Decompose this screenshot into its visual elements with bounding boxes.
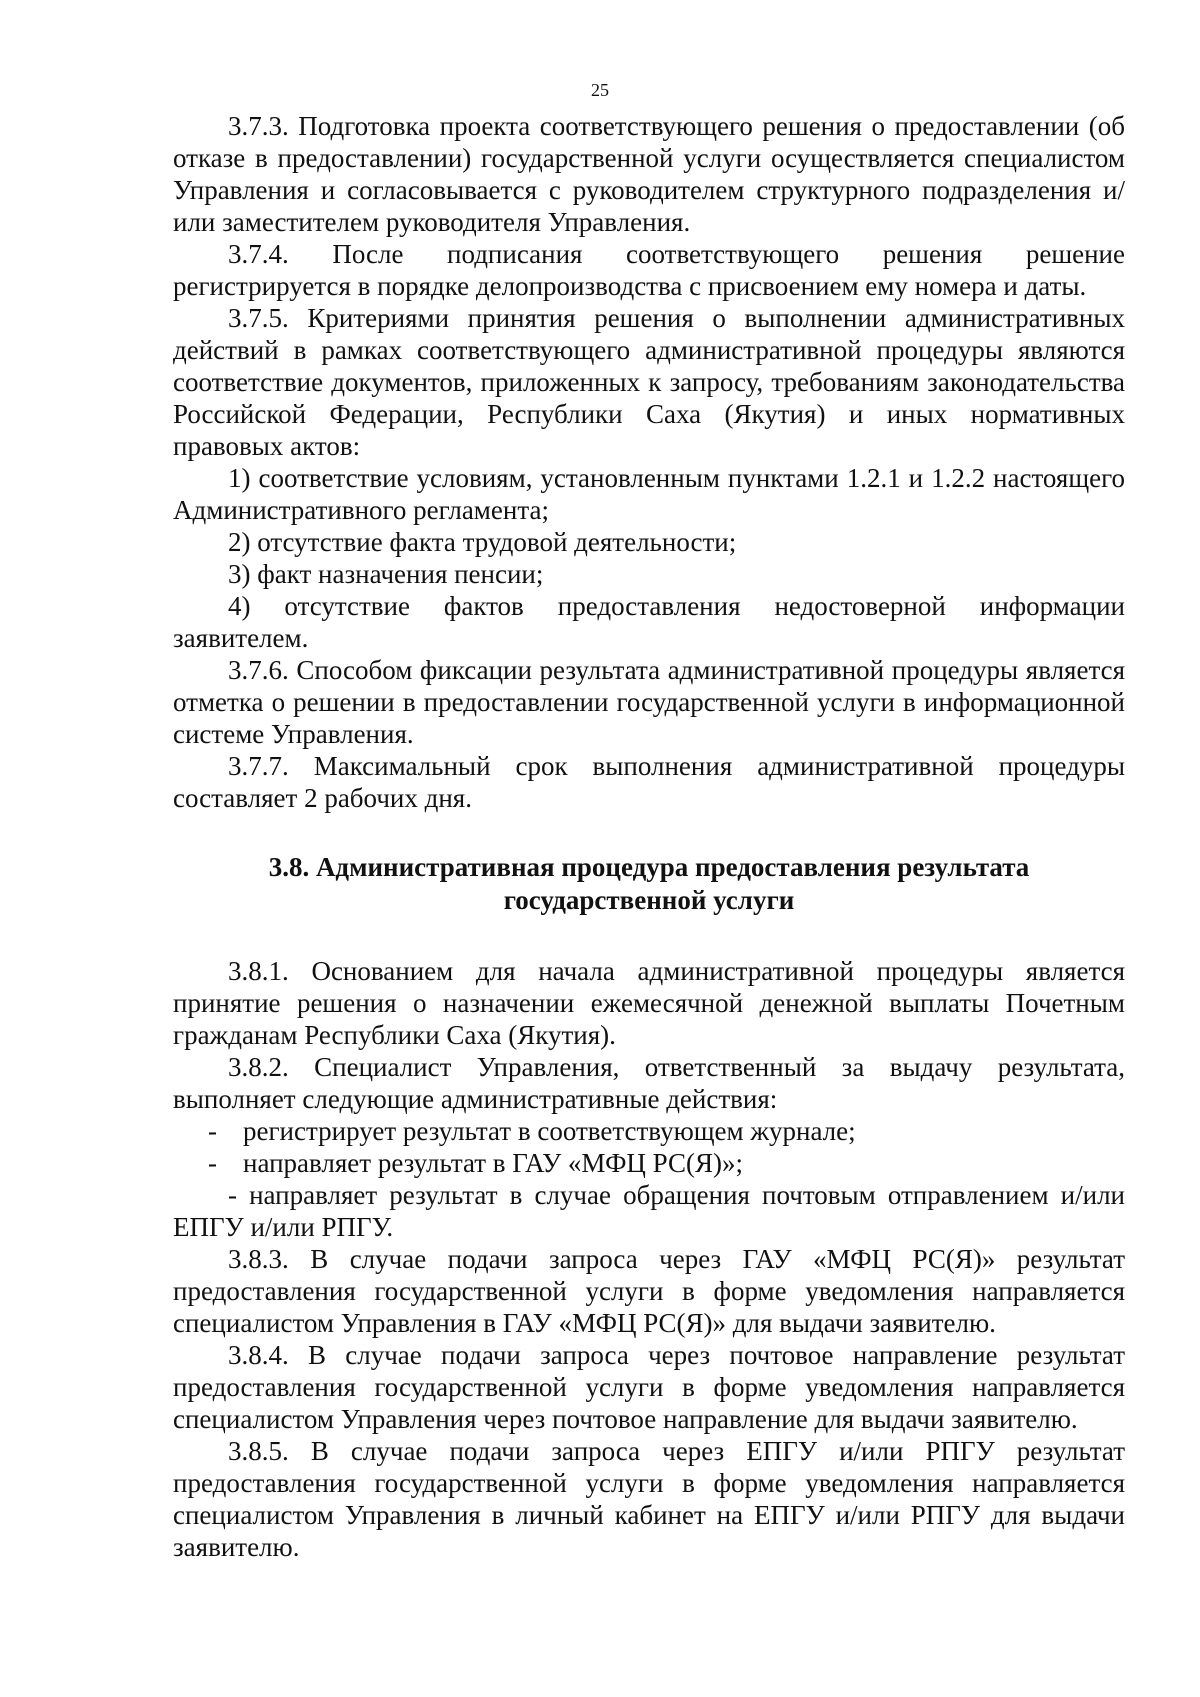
paragraph-3-7-3: 3.7.3. Подготовка проекта соответствующего решения о предоставлении (об отказе в предоставлении) государственной услуги осуществляется специалистом Управления и согласовывается с руководителем структурного подразделения и/или заместителем руководителя Управления. <box>173 111 1125 237</box>
action-list-item <box>173 1115 1125 1147</box>
criteria-item-2: 2) отсутствие факта трудовой деятельности; <box>228 527 737 557</box>
paragraph-3-8-5: 3.8.5. В случае подачи запроса через ЕПГУ и/или РПГУ результат предоставления государственной услуги в форме уведомления направляется специалистом Управления в личный кабинет на ЕПГУ и/или РПГУ для выдачи заявителю. <box>173 1436 1125 1562</box>
criteria-item-4: 4) отсутствие фактов предоставления недостоверной информации заявителем. <box>173 591 1125 653</box>
criteria-item-1: 1) соответствие условиям, установленным пунктами 1.2.1 и 1.2.2 настоящего Административного регламента; <box>173 463 1125 525</box>
section-heading-line-2: государственной услуги <box>503 885 795 915</box>
paragraph-3-8-2: 3.8.2. Специалист Управления, ответственный за выдачу результата, выполняет следующие административные действия: <box>173 1052 1125 1114</box>
paragraph-3-8-3: 3.8.3. В случае подачи запроса через ГАУ «МФЦ РС(Я)» результат предоставления государственной услуги в форме уведомления направляется специалистом Управления в ГАУ «МФЦ РС(Я)» для выдачи заявителю. <box>173 1244 1125 1338</box>
document-body <box>173 110 1125 1563</box>
paragraph-3-8-1: 3.8.1. Основанием для начала административной процедуры является принятие решения о назначении ежемесячной денежной выплаты Почетным гражданам Республики Саха (Якутия). <box>173 956 1125 1050</box>
paragraph-3-8-4: 3.8.4. В случае подачи запроса через почтовое направление результат предоставления государственной услуги в форме уведомления направляется специалистом Управления через почтовое направление для выдачи заявителю. <box>173 1340 1125 1434</box>
action-list-item-3: - направляет результат в случае обращения почтовым отправлением и/или ЕПГУ и/или РПГУ. <box>173 1180 1125 1242</box>
action-list-item <box>173 1147 1125 1179</box>
paragraph-3-7-6: 3.7.6. Способом фиксации результата административной процедуры является отметка о решении в предоставлении государственной услуги в информационной системе Управления. <box>173 655 1125 749</box>
action-text: регистрирует результат в соответствующем журнале; <box>243 1116 856 1146</box>
section-heading-line-1: 3.8. Административная процедура предоставления результата <box>268 852 1030 882</box>
paragraph-3-7-5: 3.7.5. Критериями принятия решения о выполнении административных действий в рамках соответствующего административной процедуры являются соответствие документов, приложенных к запросу, требованиям законодательства Российской Федерации, Республики Саха (Якутия) и иных нормативных правовых актов: <box>173 303 1125 461</box>
dash-marker: - <box>208 1148 217 1178</box>
page-number: 25 <box>591 80 609 100</box>
paragraph-3-7-7: 3.7.7. Максимальный срок выполнения административной процедуры составляет 2 рабочих дня. <box>173 751 1125 813</box>
action-text: направляет результат в ГАУ «МФЦ РС(Я)»; <box>243 1148 744 1178</box>
paragraph-3-7-4: 3.7.4. После подписания соответствующего решения решение регистрируется в порядке делопроизводства с присвоением ему номера и даты. <box>173 239 1125 301</box>
criteria-item-3: 3) факт назначения пенсии; <box>228 559 544 589</box>
section-heading-3-8 <box>173 851 1125 917</box>
dash-marker: - <box>208 1116 217 1146</box>
